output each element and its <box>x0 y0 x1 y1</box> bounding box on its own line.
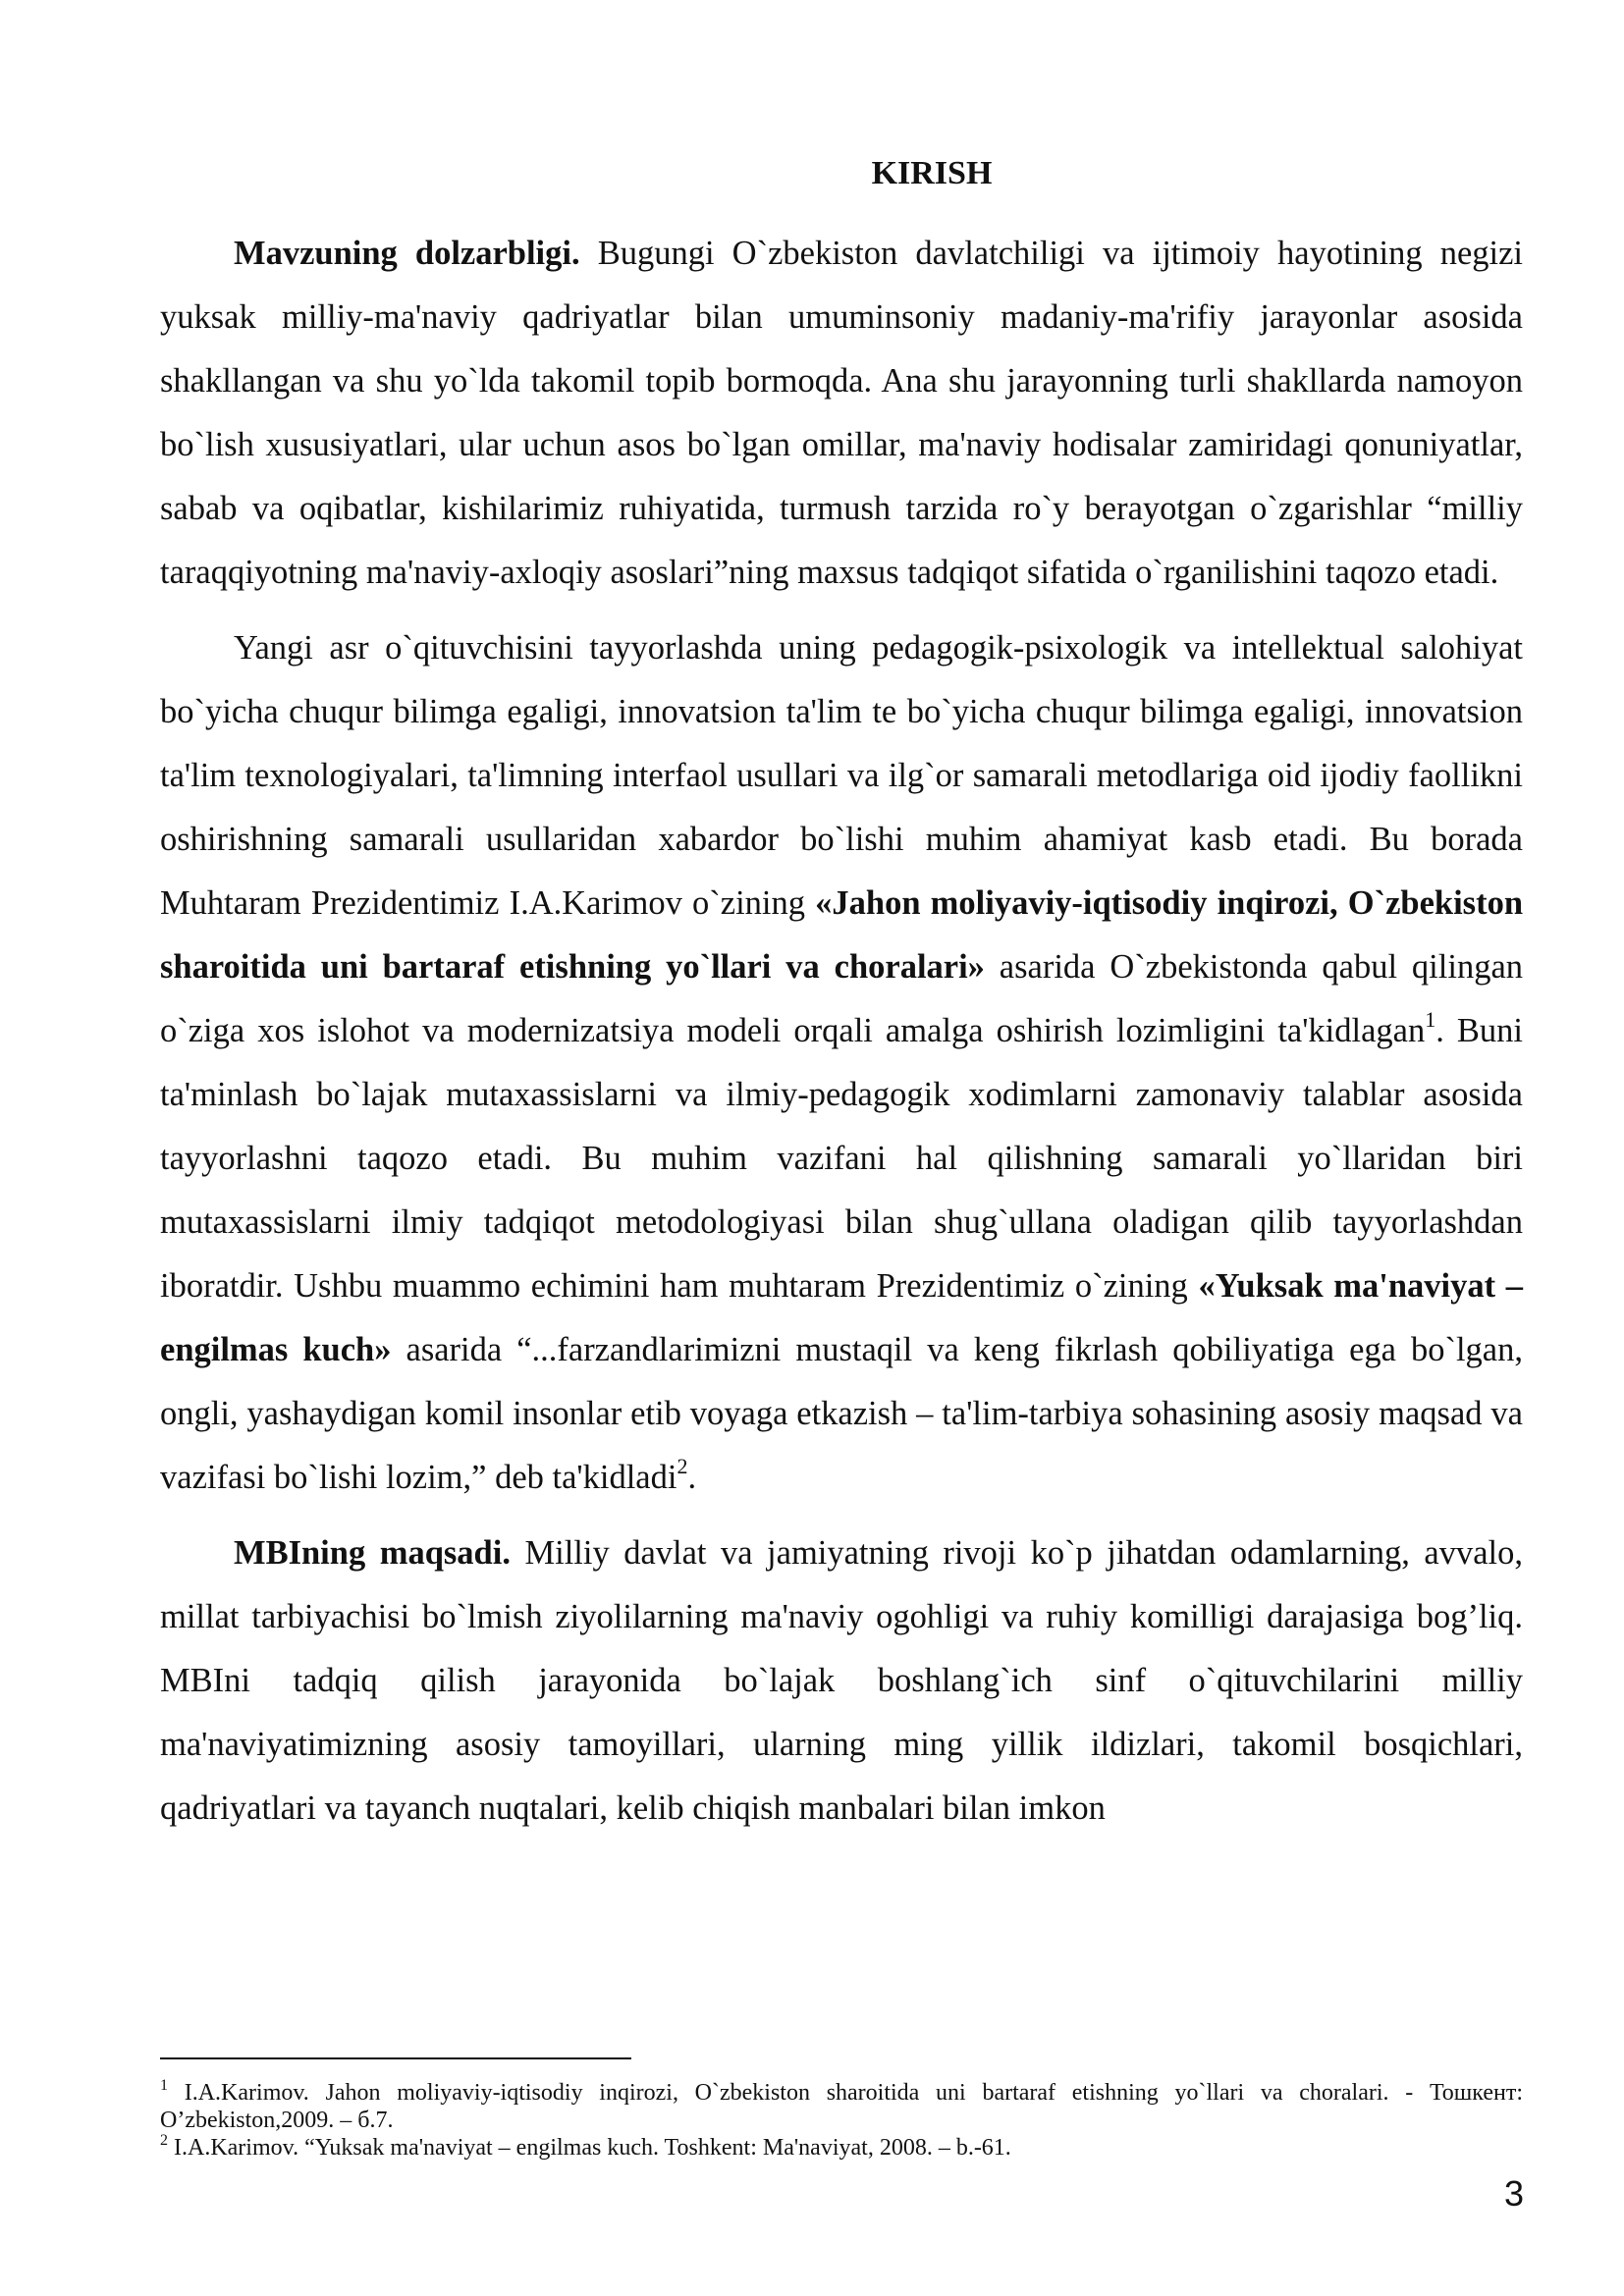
footnote-separator <box>160 2057 631 2059</box>
paragraph-context <box>160 616 1523 1510</box>
paragraph-lead: MBIning maqsadi. <box>234 1534 511 1572</box>
page-number: 3 <box>1503 2173 1524 2214</box>
footnote-mark: 2 <box>160 2132 168 2149</box>
paragraph-goal <box>160 1522 1523 1841</box>
paragraph-text: Milliy davlat va jamiyatning rivoji ko`p jihatdan odamlarning, avvalo, millat tarbiyachisi bo`lmish ziyolilarning ma'naviy ogohligi va ruhiy komilligi darajasiga bog’liq. MBIni tadqiq qilish jarayonida bo`lajak boshlang`ich sinf o`qituvchilarini milliy ma'naviyatimizning asosiy tamoyillari, ularning ming yillik ildizlari, takomil bosqichlari, qadriyatlari va tayanch nuqtalari, kelib chiqish manbalari bilan imkon <box>160 1534 1523 1827</box>
body-text <box>160 222 1523 1841</box>
paragraph-text: asarida “...farzandlarimizni mustaqil va keng fikrlash qobiliyatiga ega bo`lgan, ongli, yashaydigan komil insonlar etib voyaga etkazish – ta'lim-tarbiya sohasining asosiy maqsad va vazifasi bo`lishi lozim,” deb ta'kidladi <box>160 1331 1523 1496</box>
footnote <box>160 2134 1523 2162</box>
paragraph-text: asarida O`zbekistonda qabul qilingan o`ziga xos islohot va modernizatsiya modeli orqali amalga oshirish lozimligini ta'kidlagan <box>160 948 1524 1049</box>
paragraph-lead: Mavzuning dolzarbligi. <box>234 235 580 272</box>
footnote-text: I.A.Karimov. Jahon moliyaviy-iqtisodiy inqirozi, O`zbekiston sharoitida uni bartaraf etishning yo`llari va choralari. - Тошкент: O’zbekiston,2009. – б.7. <box>160 2080 1523 2133</box>
paragraph-text: Yangi asr o`qituvchisini tayyorlashda uning pedagogik-psixologik va intellektual salohiyat bo`yicha chuqur bilimga egaligi, innovatsion ta'lim te bo`yicha chuqur bilimga egaligi, innovatsion ta'lim texnologiyalari, ta'limning interfaol usullari va ilg`or samarali metodlariga oid ijodiy faollikni oshirishning samarali usullaridan xabardor bo`lishi muhim ahamiyat kasb etadi. Bu borada Muhtaram Prezidentimiz I.A.Karimov o`zining <box>160 629 1523 922</box>
footnote-reference[interactable]: 1 <box>1425 1007 1436 1032</box>
paragraph-text: Bugungi O`zbekiston davlatchiligi va ijtimoiy hayotining negizi yuksak milliy-ma'naviy qadriyatlar bilan umuminsoniy madaniy-ma'rifiy jarayonlar asosida shakllangan va shu yo`lda takomil topib bormoqda. Ana shu jarayonning turli shakllarda namoyon bo`lish xususiyatlari, ular uchun asos bo`lgan omillar, ma'naviy hodisalar zamiridagi qonuniyatlar, sabab va oqibatlar, kishilarimiz ruhiyatida, turmush tarzida ro`y berayotgan o`zgarishlar “milliy taraqqiyotning ma'naviy-axloqiy asoslari”ning maxsus tadqiqot sifatida o`rganilishini taqozo etadi. <box>160 235 1523 591</box>
cited-work-title: «Jahon moliyaviy-iqtisodiy inqirozi, O`zbekiston sharoitida uni bartaraf etishning yo`llari va choralari» <box>160 884 1524 986</box>
paragraph-relevance <box>160 222 1523 605</box>
footnotes <box>160 2079 1523 2162</box>
footnote-text: I.A.Karimov. “Yuksak ma'naviyat – engilmas kuch. Toshkent: Ma'naviyat, 2008. – b.-61. <box>168 2135 1011 2161</box>
footnote-reference[interactable]: 2 <box>677 1454 688 1478</box>
section-heading: KIRISH <box>871 155 993 191</box>
paragraph-text: . Buni ta'minlash bo`lajak mutaxassislarni va ilmiy-pedagogik xodimlarni zamonaviy talablar asosida tayyorlashni taqozo etadi. Bu muhim vazifani hal qilishning samarali yo`llaridan biri mutaxassislarni ilmiy tadqiqot metodologiyasi bilan shug`ullana oladigan qilib tayyorlashdan iboratdir. Ushbu muammo echimini ham muhtaram Prezidentimiz o`zining <box>160 1012 1523 1305</box>
paragraph-text: . <box>687 1459 697 1496</box>
cited-work-title: «Yuksak ma'naviyat – engilmas kuch» <box>160 1267 1523 1368</box>
footnote-mark: 1 <box>160 2077 168 2094</box>
footnote <box>160 2079 1523 2134</box>
